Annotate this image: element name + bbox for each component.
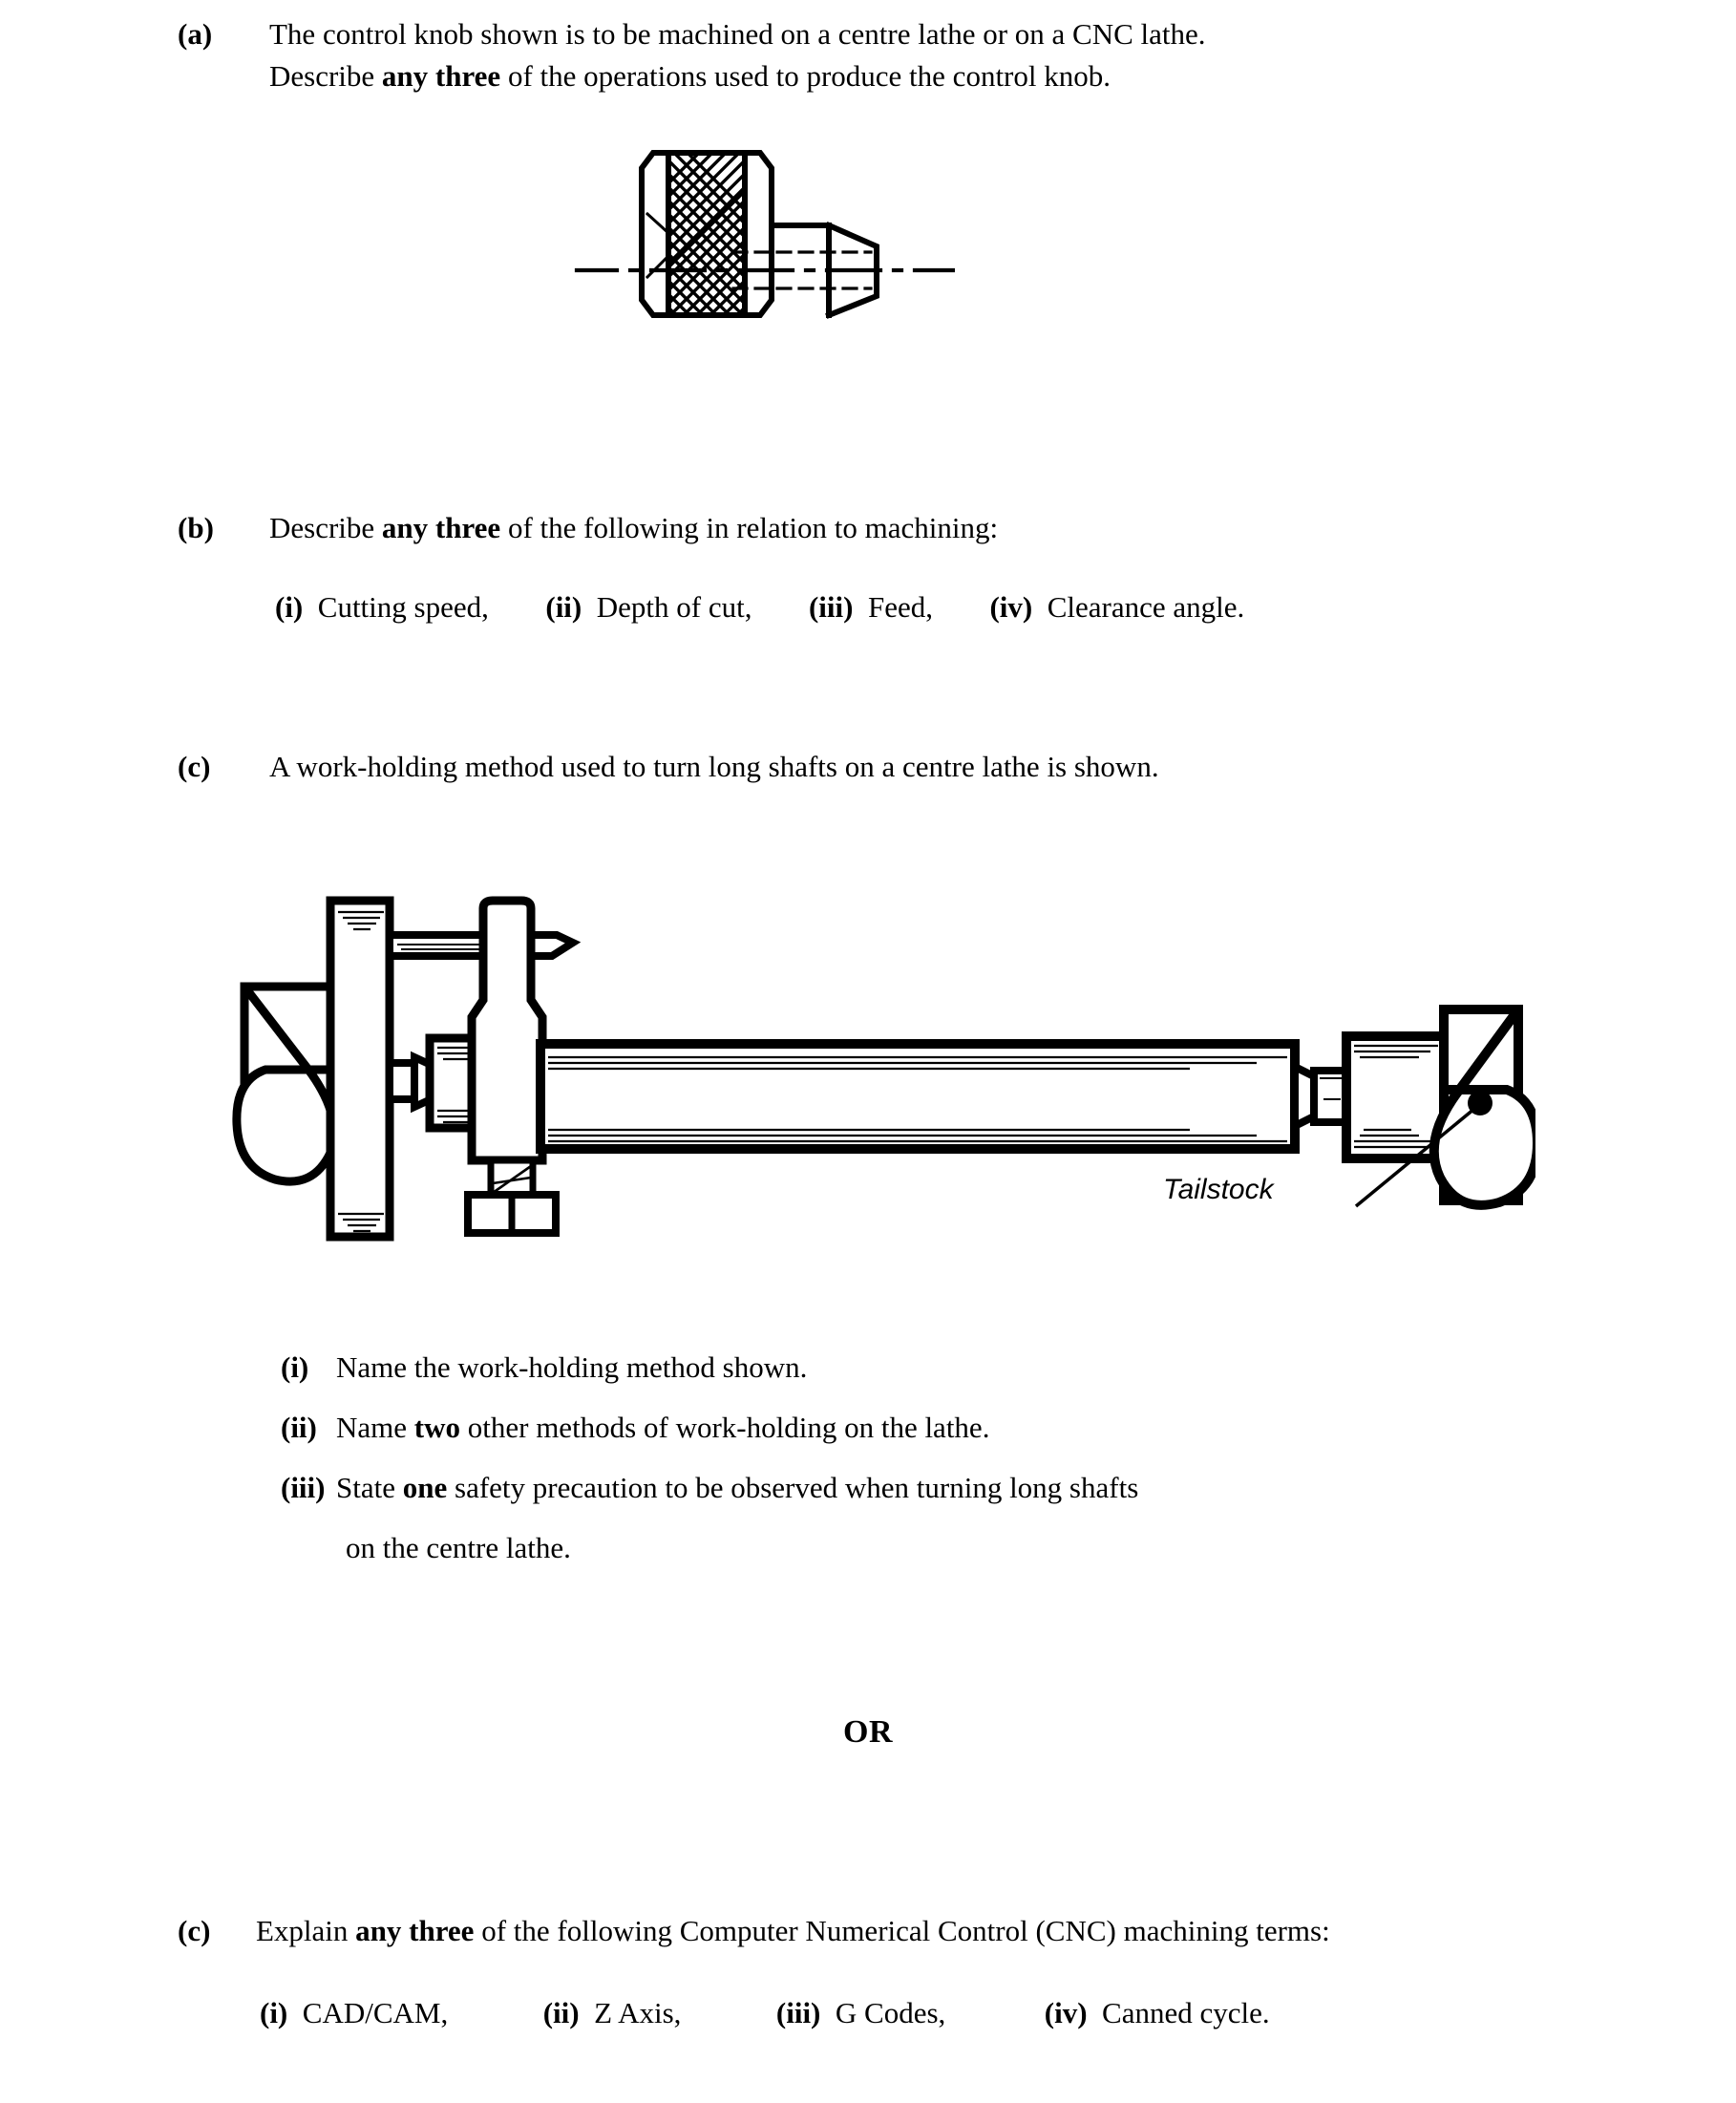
question-b-stem: Describe any three of the following in relation to machining: (269, 511, 999, 544)
item-calt-iv-numeral: (iv) (1044, 1996, 1095, 2029)
question-a-body (269, 13, 1206, 97)
question-c-alt-stem: Explain any three of the following Computer Numerical Control (CNC) machining terms: (256, 1914, 1330, 1947)
item-b-iv-numeral: (iv) (989, 590, 1040, 624)
item-b-ii-numeral: (ii) (545, 590, 589, 624)
item-calt-iii-text: G Codes, (835, 1996, 946, 2029)
item-c-ii-text: Name two other methods of work-holding on the lathe. (336, 1411, 990, 1444)
item-c-iii-continuation: on the centre lathe. (346, 1531, 571, 1564)
item-c-iii-text: State one safety precaution to be observed when turning long shafts (336, 1471, 1139, 1504)
item-b-iv-text: Clearance angle. (1047, 590, 1245, 624)
question-b (178, 507, 1629, 549)
item-calt-i-text: CAD/CAM, (302, 1996, 449, 2029)
item-calt-iv-text: Canned cycle. (1102, 1996, 1270, 2029)
control-knob-drawing (573, 134, 955, 334)
or-divider: OR (843, 1714, 893, 1750)
item-c-ii (281, 1407, 1522, 1449)
item-calt-ii-numeral: (ii) (542, 1996, 587, 2029)
item-b-iii-numeral: (iii) (808, 590, 861, 624)
item-b-i-numeral: (i) (275, 590, 311, 624)
question-b-items (275, 586, 1244, 628)
figure-lathe-setup (218, 874, 1535, 1275)
item-c-ii-numeral: (ii) (281, 1411, 325, 1444)
figure-control-knob (573, 134, 955, 334)
item-c-i-numeral: (i) (281, 1350, 317, 1384)
item-b-iii-text: Feed, (867, 590, 933, 624)
item-c-iii (281, 1467, 1522, 1509)
headstock-handle (237, 987, 334, 1181)
question-c-items (281, 1347, 1522, 1569)
carrier-clamp-body (472, 901, 542, 1160)
question-a (178, 13, 1629, 97)
question-c-alt-items (260, 1992, 1270, 2034)
question-c (178, 746, 1629, 788)
question-c-alt-label: (c) (178, 1914, 211, 1947)
workpiece-shaft (540, 1044, 1295, 1149)
item-calt-ii-text: Z Axis, (594, 1996, 682, 2029)
question-a-line1: The control knob shown is to be machined on a centre lathe or on a CNC lathe. (269, 17, 1206, 51)
item-calt-iii-numeral: (iii) (775, 1996, 829, 2029)
tailstock-annotation-label: Tailstock (1163, 1174, 1274, 1205)
question-b-label: (b) (178, 511, 214, 544)
item-calt-i-numeral: (i) (260, 1996, 296, 2029)
lathe-setup-drawing (218, 874, 1535, 1275)
item-c-i (281, 1347, 1522, 1389)
question-c-stem: A work-holding method used to turn long shafts on a centre lathe is shown. (269, 750, 1159, 783)
question-c-label: (c) (178, 750, 211, 783)
question-c-alt (178, 1910, 1667, 1952)
question-a-line2: Describe any three of the operations used to produce the control knob. (269, 59, 1111, 93)
item-c-i-text: Name the work-holding method shown. (336, 1350, 808, 1384)
driving-plate (330, 901, 390, 1237)
item-b-i-text: Cutting speed, (317, 590, 489, 624)
item-b-ii-text: Depth of cut, (596, 590, 752, 624)
item-c-iii-numeral: (iii) (281, 1471, 333, 1504)
question-a-label: (a) (178, 17, 213, 51)
